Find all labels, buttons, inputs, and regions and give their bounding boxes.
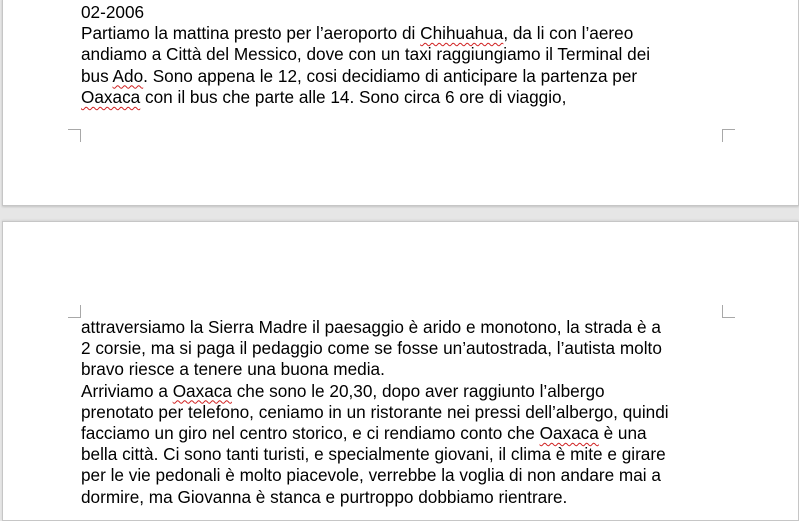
spellcheck-flagged-word: Oaxaca xyxy=(539,422,599,443)
text-run: bella città. Ci sono tanti turisti, e specialmente giovani, il clima è mite e girare xyxy=(81,444,666,465)
document-page-2 xyxy=(2,221,799,521)
text-run: Arriviamo a xyxy=(81,380,173,401)
text-line xyxy=(81,402,741,423)
text-run: con il bus che parte alle 14. Sono circa 6 ore di viaggio, xyxy=(140,86,567,107)
text-run: , da li con l’aereo xyxy=(503,23,634,44)
text-line xyxy=(81,317,741,338)
text-run: attraversiamo la Sierra Madre il paesaggio è arido e monotono, la strada è a xyxy=(81,317,661,337)
text-line xyxy=(81,381,741,402)
margin-corner-bottom-left xyxy=(68,129,81,142)
text-run: per le vie pedonali è molto piacevole, verrebbe la voglia di non andare mai a xyxy=(81,465,661,486)
spellcheck-flagged-word: Oaxaca xyxy=(81,86,141,107)
text-run: dormire, ma Giovanna è stanca e purtroppo dobbiamo rientrare. xyxy=(81,486,568,507)
text-line xyxy=(81,2,741,23)
margin-corner-bottom-right xyxy=(722,129,735,142)
text-run: facciamo un giro nel centro storico, e ci rendiamo conto che xyxy=(81,422,540,443)
text-run: 02-2006 xyxy=(81,2,145,22)
text-line xyxy=(81,23,741,44)
spellcheck-flagged-word: Ado xyxy=(112,65,144,86)
text-run: bravo riesce a tenere una buona media. xyxy=(81,359,385,380)
text-run: andiamo a Città del Messico, dove con un taxi raggiungiamo il Terminal dei xyxy=(81,44,651,65)
text-line xyxy=(81,423,741,444)
page-2-text-body[interactable] xyxy=(81,317,741,508)
text-run: 2 corsie, ma si paga il pedaggio come se fosse un’autostrada, l’autista molto xyxy=(81,338,662,359)
text-line xyxy=(81,487,741,508)
spellcheck-flagged-word: Chihuahua xyxy=(420,23,504,44)
spellcheck-flagged-word: Oaxaca xyxy=(172,380,232,401)
document-page-1 xyxy=(2,0,799,206)
margin-corner-top-left xyxy=(68,305,81,318)
text-line xyxy=(81,465,741,486)
text-run: bus xyxy=(81,65,113,86)
text-line xyxy=(81,66,741,87)
text-run: prenotato per telefono, ceniamo in un ristorante nei pressi dell’albergo, quindi xyxy=(81,401,669,422)
text-line xyxy=(81,359,741,380)
text-run: che sono le 20,30, dopo aver raggiunto l’albergo xyxy=(231,380,605,401)
text-run: è una xyxy=(598,422,647,443)
text-run: . Sono appena le 12, cosi decidiamo di anticipare la partenza per xyxy=(143,65,638,86)
text-run: Partiamo la mattina presto per l’aeroporto di xyxy=(81,23,421,44)
text-line xyxy=(81,444,741,465)
page-1-text-body[interactable] xyxy=(81,2,741,108)
text-line xyxy=(81,87,741,108)
text-line xyxy=(81,44,741,65)
text-line xyxy=(81,338,741,359)
